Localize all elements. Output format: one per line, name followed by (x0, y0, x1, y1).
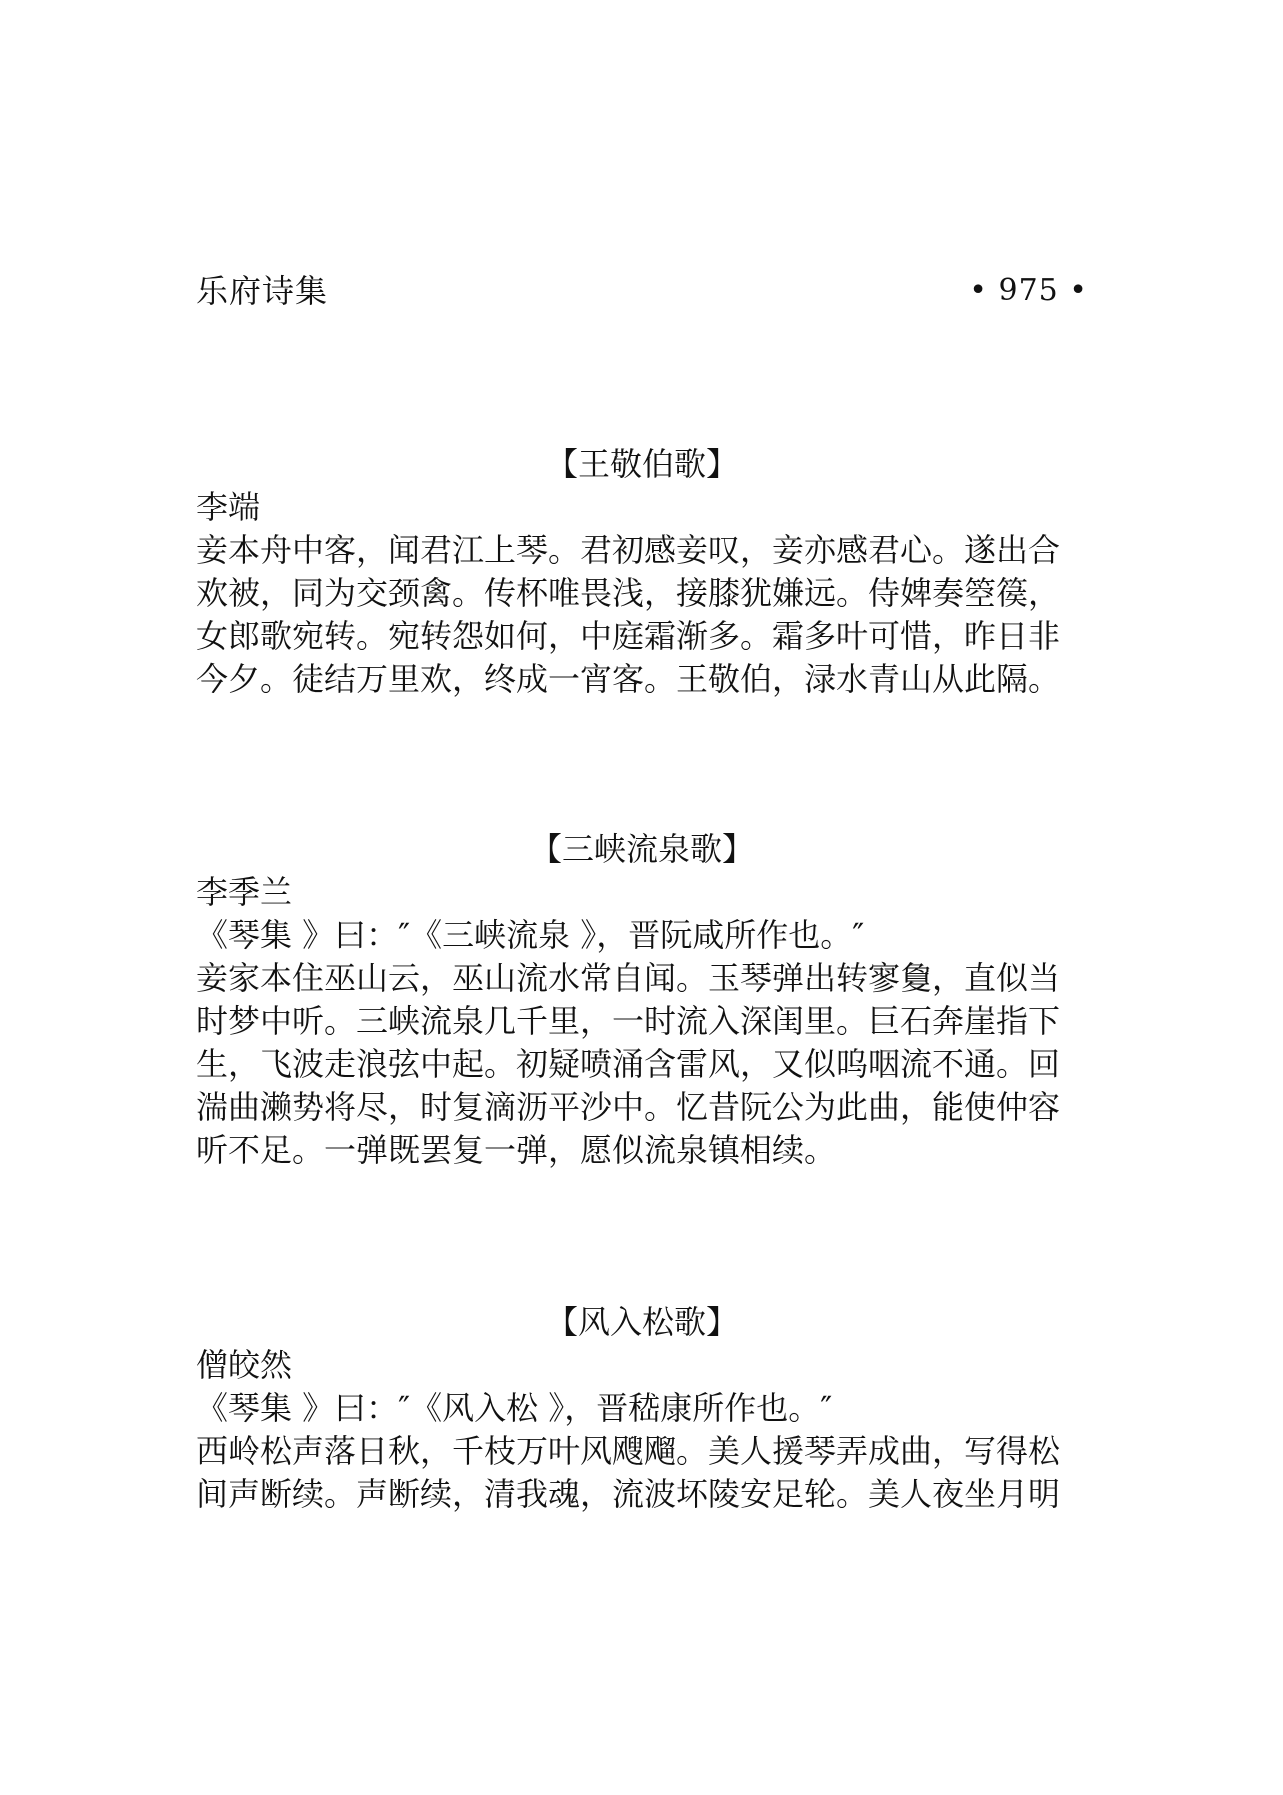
poem-line: 女郎歌宛转。宛转怨如何，中庭霜渐多。霜多叶可惜，昨日非 (196, 617, 1061, 655)
poem-text (196, 957, 1088, 1172)
poem-line: 时梦中听。三峡流泉几千里，一时流入深闺里。巨石奔崖指下 (196, 1002, 1061, 1040)
poem-text (196, 1430, 1088, 1516)
poem-line: 欢被，同为交颈禽。传杯唯畏浅，接膝犹嫌远。侍婢奏箜篌， (196, 574, 1061, 612)
poem-line: 妾本舟中客，闻君江上琴。君初感妾叹，妾亦感君心。遂出合 (196, 531, 1061, 569)
poem-preface: 《琴集 》曰：″《三峡流泉 》，晋阮咸所作也。″ (196, 916, 865, 954)
page-number: • 975 • (969, 273, 1088, 308)
book-title: 乐府诗集 (196, 272, 329, 310)
running-head (196, 266, 1088, 316)
poem-line: 听不足。一弹既罢复一弹，愿似流泉镇相续。 (196, 1131, 837, 1169)
poem-feng-ru-song (196, 1301, 1088, 1516)
poem-title: 【风入松歌】 (545, 1303, 738, 1341)
poem-title: 【王敬伯歌】 (545, 445, 738, 483)
poem-line: 间声断续。声断续，清我魂，流波坏陵安足轮。美人夜坐月明 (196, 1475, 1061, 1513)
poem-line: 妾家本住巫山云，巫山流水常自闻。玉琴弹出转寥敻，直似当 (196, 959, 1061, 997)
poem-sanxia-liuquan (196, 828, 1088, 1172)
poem-wang-jingbo (196, 443, 1088, 701)
poem-line: 生，飞波走浪弦中起。初疑喷涌含雷风，又似呜咽流不通。回 (196, 1045, 1061, 1083)
poem-text (196, 529, 1088, 701)
poem-line: 西岭松声落日秋，千枝万叶风飕飗。美人援琴弄成曲，写得松 (196, 1432, 1061, 1470)
poem-author: 李端 (196, 488, 261, 526)
poem-title: 【三峡流泉歌】 (529, 830, 754, 868)
poem-line: 湍曲濑势将尽，时复滴沥平沙中。忆昔阮公为此曲，能使仲容 (196, 1088, 1061, 1126)
poem-author: 李季兰 (196, 873, 293, 911)
poem-preface: 《琴集 》曰：″《风入松 》，晋嵇康所作也。″ (196, 1389, 833, 1427)
poem-author: 僧皎然 (196, 1346, 293, 1384)
poem-line: 今夕。徒结万里欢，终成一宵客。王敬伯，渌水青山从此隔。 (196, 660, 1061, 698)
